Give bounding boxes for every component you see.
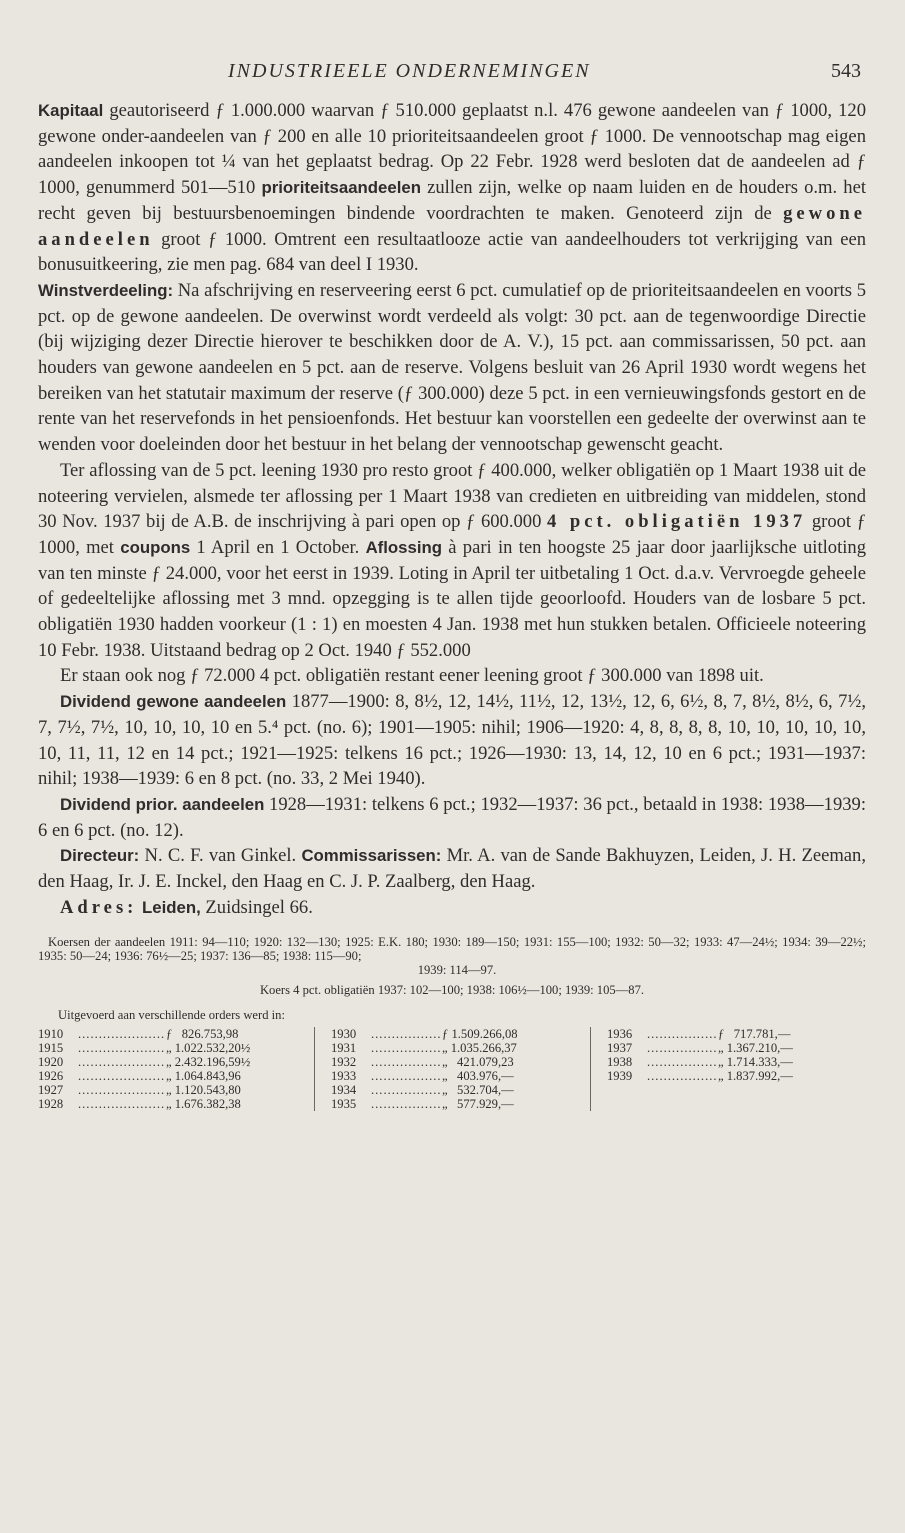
- leader-dots: [78, 1097, 166, 1111]
- leader-dots: [371, 1041, 442, 1055]
- directeur-lead: Directeur:: [60, 846, 140, 866]
- kapitaal-text-3: groot ƒ 1000. Omtrent een resultaatlooze actie van aandeelhouders tot verkrijging van een bonusuitkeering, zie men pag. 684 van deel I 1930.: [38, 228, 866, 276]
- adres-paragraph: [38, 895, 866, 921]
- leader-dots: [647, 1027, 718, 1041]
- orders-row: [607, 1069, 858, 1083]
- orders-year: 1927: [38, 1082, 64, 1097]
- orders-year: 1928: [38, 1096, 64, 1111]
- commissarissen-text: Mr. A. van de Sande Bakhuyzen, Leiden, J. H. Zeeman, den Haag, Ir. J. E. Inckel, den Haag en C. J. P. Zaalberg, den Haag.: [38, 845, 866, 893]
- orders-year: 1920: [38, 1054, 64, 1069]
- orders-amount: „ 532.704,—: [442, 1082, 514, 1097]
- koersen-last: 1939: 114—97.: [417, 962, 497, 977]
- kapitaal-paragraph: [38, 98, 866, 278]
- kapitaal-text-2: zullen zijn, welke op naam luiden en de houders o.m. het recht geven bij bestuursbenoemingen bindende voordrachten te maken. Genoteerd zijn de: [38, 177, 866, 224]
- aflossing-term: Aflossing: [365, 537, 443, 557]
- orders-column: [590, 1027, 866, 1111]
- orders-column: [314, 1027, 590, 1111]
- orders-year: 1926: [38, 1068, 64, 1083]
- adres-city: Leiden,: [142, 897, 201, 917]
- page-header: [0, 60, 905, 90]
- adres-text: Zuidsingel 66.: [200, 896, 313, 918]
- leader-dots: [371, 1055, 442, 1069]
- orders-year: 1931: [331, 1040, 357, 1055]
- orders-amount: ƒ 1.509.266,08: [442, 1026, 518, 1041]
- orders-table: [38, 1027, 866, 1111]
- orders-row: [38, 1041, 306, 1055]
- leader-dots: [78, 1069, 166, 1083]
- leader-dots: [371, 1083, 442, 1097]
- orders-amount: „ 1.120.543,80: [166, 1082, 241, 1097]
- orders-amount: „ 1.022.532,20½: [166, 1040, 251, 1055]
- leader-dots: [371, 1097, 442, 1111]
- page-body: [38, 98, 866, 1111]
- orders-year: 1910: [38, 1026, 64, 1041]
- orders-row: [38, 1097, 306, 1111]
- orders-row: [331, 1069, 582, 1083]
- koers-obligatien: Koers 4 pct. obligatiën 1937: 102—100; 1938: 106½—100; 1939: 105—87.: [259, 982, 645, 997]
- orders-row: [607, 1027, 858, 1041]
- orders-year: 1938: [607, 1054, 633, 1069]
- orders-row: [607, 1055, 858, 1069]
- orders-row: [38, 1083, 306, 1097]
- aflossing-text-1: Ter aflossing van de 5 pct. leening 1930 pro resto groot ƒ 400.000, welker obligatiën op 1 Maart 1938 uit de noteering vervielen, alsmede ter aflossing per 1 Maart 1938 van credieten en uitbreiding van middelen, stond 30 Nov. 1937 bij de A.B. de inschrijving à pari open op ƒ 600.000: [38, 459, 866, 533]
- orders-year: 1936: [607, 1026, 633, 1041]
- leader-dots: [647, 1055, 718, 1069]
- orders-year: 1915: [38, 1040, 64, 1055]
- orders-amount: „ 421.079,23: [442, 1054, 514, 1069]
- commissarissen-lead: Commissarissen:: [301, 846, 442, 866]
- directeur-paragraph: [38, 843, 866, 894]
- dividend-prior-text: 1928—1931: telkens 6 pct.; 1932—1937: 36 pct., betaald in 1938: 1938—1939: 6 en 6 pct. (no. 12).: [38, 793, 866, 841]
- orders-amount: „ 577.929,—: [442, 1096, 514, 1111]
- orders-amount: ƒ 826.753,98: [166, 1026, 239, 1041]
- orders-amount: „ 1.367.210,—: [718, 1040, 793, 1055]
- winstverdeeling-lead: Winstverdeeling:: [38, 280, 174, 300]
- dividend-gewone-lead: Dividend gewone aandeelen: [60, 692, 287, 712]
- leader-dots: [78, 1027, 166, 1041]
- orders-intro: Uitgevoerd aan verschillende orders werd in:: [58, 1007, 285, 1022]
- leader-dots: [647, 1041, 718, 1055]
- orders-amount: „ 2.432.196,59½: [166, 1054, 251, 1069]
- orders-amount: „ 1.837.992,—: [718, 1068, 793, 1083]
- orders-amount: „ 1.064.843,96: [166, 1068, 241, 1083]
- orders-amount: „ 403.976,—: [442, 1068, 514, 1083]
- orders-row: [331, 1097, 582, 1111]
- page-number: 543: [831, 60, 861, 82]
- leader-dots: [78, 1083, 166, 1097]
- leader-dots: [371, 1027, 442, 1041]
- prioriteitsaandeelen-term: prioriteitsaandeelen: [261, 178, 421, 198]
- winstverdeeling-paragraph: [38, 278, 866, 458]
- gewone-aandeelen-term: gewone aandeelen: [38, 202, 866, 250]
- winstverdeeling-text: Na afschrijving en reserveering eerst 6 pct. cumulatief op de prioriteitsaandeelen en voorts 5 pct. op de gewone aandeelen. De overwinst wordt verdeeld als volgt: 30 pct. aan de tegenwoordige Directie (bij wijziging dezer Directie hierover te beschikken door de A. V.), 15 pct. aan commissarissen, 50 pct. aan houders van gewone aandeelen en 5 pct. aan de reserve. Volgens besluit van 26 April 1930 wordt wegens het bereiken van het statutair maximum der reserve (ƒ 300.000) deze 5 pct. in een vernieuwingsfonds gestort en de rente van het reservefonds in het pensioenfonds. Het bestuur kan voorstellen een gedeelte der overwinst aan te wenden voor doeleinden door het bestuur in het belang der vennootschap gewenscht geacht.: [38, 279, 866, 456]
- orders-row: [607, 1041, 858, 1055]
- kapitaal-lead: Kapitaal: [38, 101, 104, 120]
- orders-year: 1933: [331, 1068, 357, 1083]
- dividend-gewone-paragraph: [38, 689, 866, 792]
- obligatien-1937-term: 4 pct. obligatiën 1937: [546, 511, 807, 533]
- aflossing-text-2: groot ƒ 1000, met: [38, 511, 866, 558]
- directeur-text: N. C. F. van Ginkel.: [139, 845, 302, 867]
- adres-lead: Adres:: [60, 896, 138, 918]
- coupons-term: coupons: [120, 537, 191, 557]
- orders-amount: „ 1.714.333,—: [718, 1054, 793, 1069]
- orders-row: [331, 1083, 582, 1097]
- orders-row: [38, 1027, 306, 1041]
- leader-dots: [371, 1069, 442, 1083]
- orders-row: [38, 1069, 306, 1083]
- dividend-prior-lead: Dividend prior. aandeelen: [60, 794, 265, 814]
- orders-year: 1932: [331, 1054, 357, 1069]
- orders-column: [38, 1027, 314, 1111]
- orders-row: [331, 1027, 582, 1041]
- koersen-aandeelen: [38, 935, 866, 977]
- orders-year: 1930: [331, 1026, 357, 1041]
- orders-year: 1937: [607, 1040, 633, 1055]
- orders-amount: „ 1.676.382,38: [166, 1096, 241, 1111]
- koersen-main: Koersen der aandeelen 1911: 94—110; 1920: 132—130; 1925: E.K. 180; 1930: 189—150; 1931: 155—100; 1932: 50—32; 1933: 47—24½; 1934: 39—22½; 1935: 50—24; 1936: 76½—25; 1937: 136—85; 1938: 115—90;: [38, 934, 866, 963]
- kapitaal-text-1: geautoriseerd ƒ 1.000.000 waarvan ƒ 510.000 geplaatst n.l. 476 gewone aandeelen van ƒ 1000, 120 gewone onder-aandeelen van ƒ 200 en alle 10 prioriteitsaandeelen groot ƒ 1000. De vennootschap mag eigen aandeelen inkoopen tot ¼ van het geplaatst bedrag. Op 22 Febr. 1928 werd besloten dat de aandeelen ad ƒ 1000, genummerd 501—510: [38, 100, 866, 199]
- aflossing-paragraph: [38, 458, 866, 664]
- orders-row: [38, 1055, 306, 1069]
- restant-paragraph: Er staan ook nog ƒ 72.000 4 pct. obligatiën restant eener leening groot ƒ 300.000 van 1898 uit.: [60, 665, 764, 687]
- orders-year: 1939: [607, 1068, 633, 1083]
- dividend-gewone-text: 1877—1900: 8, 8½, 12, 14½, 11½, 12, 13½, 12, 6, 6½, 8, 7, 8½, 8½, 6, 7½, 7, 7½, 7½, 10, 10, 10, 10 en 5.⁴ pct. (no. 6); 1901—1905: nihil; 1906—1920: 4, 8, 8, 8, 8, 10, 10, 10, 10, 10, 10, 11, 11, 12 en 14 pct.; 1921—1925: telkens 16 pct.; 1926—1930: 13, 14, 12, 10 en 6 pct.; 1931—1937: nihil; 1938—1939: 6 en 8 pct. (no. 33, 2 Mei 1940).: [38, 691, 866, 790]
- orders-row: [331, 1055, 582, 1069]
- orders-row: [331, 1041, 582, 1055]
- orders-year: 1935: [331, 1096, 357, 1111]
- aflossing-text-3: 1 April en 1 October.: [190, 536, 366, 558]
- running-title: INDUSTRIEELE ONDERNEMINGEN: [228, 60, 591, 82]
- leader-dots: [647, 1069, 718, 1083]
- orders-amount: „ 1.035.266,37: [442, 1040, 517, 1055]
- orders-amount: ƒ 717.781,—: [718, 1026, 791, 1041]
- leader-dots: [78, 1041, 166, 1055]
- leader-dots: [78, 1055, 166, 1069]
- aflossing-text-4: à pari in ten hoogste 25 jaar door jaarlijksche uitloting van ten minste ƒ 24.000, voor het eerst in 1939. Loting in April ter uitbetaling 1 Oct. d.a.v. Vervroegde geheele of gedeeltelijke aflossing met 3 mnd. opzegging is te allen tijde geoorloofd. Houders van de losbare 5 pct. obligatiën 1930 hadden voorkeur (1 : 1) en moesten 4 Jan. 1938 met hun stukken betalen. Officieele noteering 10 Febr. 1938. Uitstaand bedrag op 2 Oct. 1940 ƒ 552.000: [38, 536, 867, 661]
- dividend-prior-paragraph: [38, 792, 866, 843]
- orders-year: 1934: [331, 1082, 357, 1097]
